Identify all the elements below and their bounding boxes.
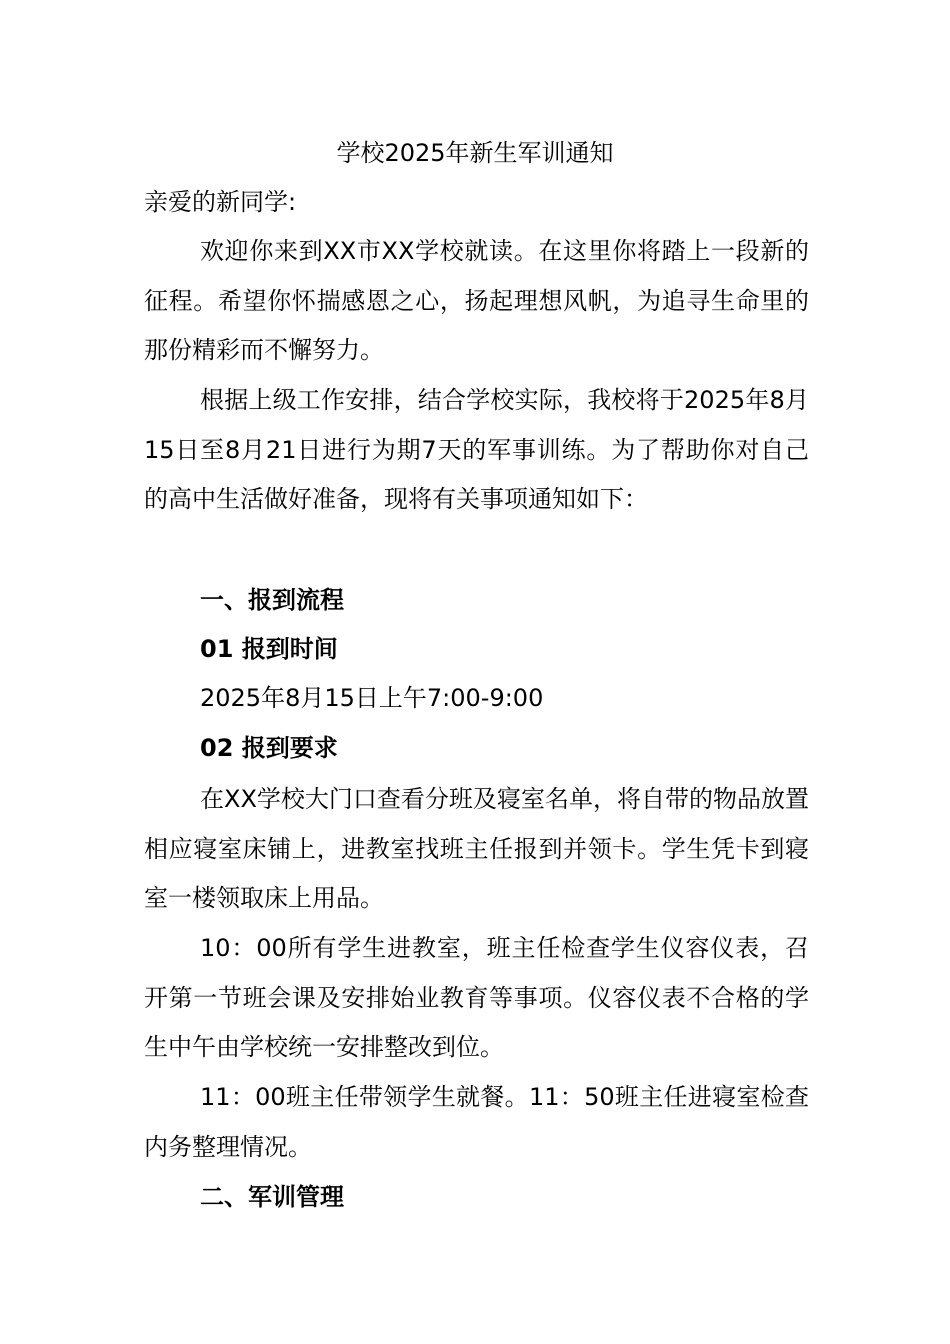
intro-paragraph: 根据上级工作安排，结合学校实际，我校将于2025年8月15日至8月21日进行为期7天的军事训练。为了帮助你对自己的高中生活做好准备，现将有关事项通知如下： xyxy=(144,386,809,513)
registration-time-text: 2025年8月15日上午7:00-9:00 xyxy=(200,684,544,712)
welcome-paragraph: 欢迎你来到XX市XX学校就读。在这里你将踏上一段新的征程。希望你怀揣感恩之心，扬起理想风帆，为追寻生命里的那份精彩而不懈努力。 xyxy=(144,237,809,364)
section-heading-registration: 一、报到流程 xyxy=(200,586,344,614)
greeting: 亲爱的新同学: xyxy=(144,188,297,216)
document-title: 学校2025年新生军训通知 xyxy=(336,139,614,167)
eleven-oclock-paragraph: 11：00班主任带领学生就餐。11：50班主任进寝室检查内务整理情况。 xyxy=(144,1083,809,1161)
subheading-registration-time: 01 报到时间 xyxy=(200,635,338,663)
ten-oclock-paragraph: 10：00所有学生进教室，班主任检查学生仪容仪表，召开第一节班会课及安排始业教育等事项。仪容仪表不合格的学生中午由学校统一安排整改到位。 xyxy=(144,934,809,1061)
requirements-paragraph: 在XX学校大门口查看分班及寝室名单，将自带的物品放置相应寝室床铺上，进教室找班主任报到并领卡。学生凭卡到寝室一楼领取床上用品。 xyxy=(144,785,809,912)
section-heading-military-training: 二、军训管理 xyxy=(200,1183,344,1211)
subheading-registration-requirements: 02 报到要求 xyxy=(200,734,338,762)
